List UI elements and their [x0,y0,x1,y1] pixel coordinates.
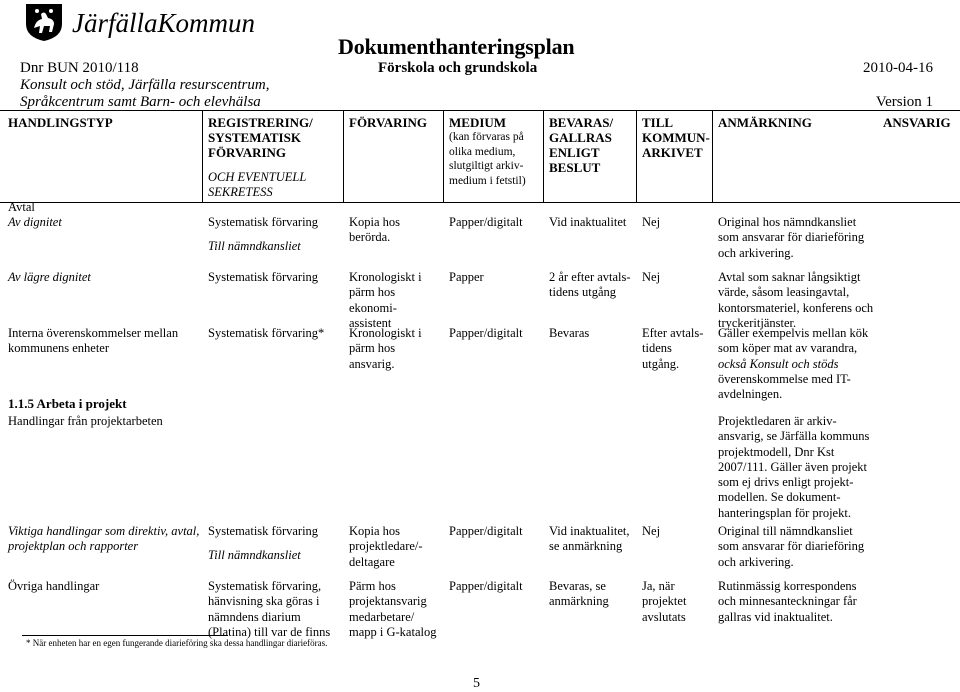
row-medium: Papper/digitalt [449,326,523,340]
row-retention: Vid inaktualitet [549,215,627,229]
row-type: Handlingar från projektarbeten [8,414,163,428]
header-anmarkning: ANMÄRKNING [718,115,812,130]
footnote: * När enheten har en egen fungerande diarieföring ska dessa handlingar diarieföras. [26,638,328,648]
row-archive: Nej [642,215,661,229]
row-medium: Papper/digitalt [449,215,523,229]
row-remark: Avtal som saknar långsiktigt värde, såsom leasingavtal, kontorsmateriel, konferens och tryckeritjänster. [718,270,874,330]
page-number: 5 [473,676,480,691]
document-version: Version 1 [875,94,933,110]
document-date: 2010-04-16 [863,60,933,76]
row-archive: Nej [642,270,661,284]
unit-line-2: Språkcentrum samt Barn- och elevhälsa [20,94,261,110]
header-registrering-sub: OCH EVENTUELL SEKRETESS [208,170,307,199]
header-bevaras: BEVARAS/ GALLRAS ENLIGT BESLUT [549,115,614,175]
footnote-separator [22,635,228,636]
column-divider [202,110,203,202]
dnr-number: Dnr BUN 2010/118 [20,60,139,76]
row-storage: Kronologiskt i pärm hos ansvarig. [349,326,422,371]
row-registration: Systematisk förvaring Till nämndkansliet [208,215,319,254]
header-ansvarig: ANSVARIG [883,115,951,130]
column-divider [443,110,444,202]
row-storage: Kopia hos projektledare/- deltagare [349,524,423,569]
column-divider [712,110,713,202]
row-remark: Original hos nämndkansliet som ansvarar för diarieföring och arkivering. [718,215,865,260]
row-type: Av lägre dignitet [8,270,91,284]
row-storage: Kopia hos berörda. [349,215,401,245]
header-till-kommunarkivet: TILL KOMMUN- ARKIVET [642,115,710,160]
row-archive: Nej [642,524,661,538]
row-registration: Systematisk förvaring [208,270,319,284]
row-type: Interna överenskommelser mellan kommunens enheter [8,326,179,356]
document-subtitle: Förskola och grundskola [378,60,538,76]
row-retention: Vid inaktualitet, se anmärkning [549,524,630,554]
header-medium: MEDIUM [449,115,507,130]
row-medium: Papper [449,270,484,284]
row-registration: Systematisk förvaring Till nämndkansliet [208,524,319,563]
row-remark: Rutinmässig korrespondens och minnesanteckningar får gallras vid inaktualitet. [718,579,857,624]
row-storage: Kronologiskt i pärm hos ekonomi- assistent [349,270,422,330]
row-retention: Bevaras, se anmärkning [549,579,609,609]
row-remark: Original till nämndkansliet som ansvarar för diarieföring och arkivering. [718,524,865,569]
unit-line-1: Konsult och stöd, Järfälla resurscentrum, [20,77,270,93]
row-registration: Systematisk förvaring, hänvisning ska göras i nämndens diarium (Platina) till var de finns [208,579,331,639]
row-archive: Ja, när projektet avslutats [642,579,687,624]
table-header-bottom-border [0,202,960,203]
row-type: Övriga handlingar [8,579,100,593]
logo-wordmark: JärfällaKommun [72,8,256,38]
row-storage: Pärm hos projektansvarig medarbetare/ mapp i G-katalog [349,579,437,639]
row-archive: Efter avtals- tidens utgång. [642,326,704,371]
header-registrering: REGISTRERING/ SYSTEMATISK FÖRVARING [208,115,313,160]
column-divider [636,110,637,202]
row-retention: Bevaras [549,326,590,340]
kommun-logo [24,2,269,42]
column-divider [543,110,544,202]
row-remark: Gäller exempelvis mellan kök som köper mat av varandra, också Konsult och stöds överenskommelse med IT- avdelningen. [718,326,869,402]
header-forvaring: FÖRVARING [349,115,428,130]
column-divider [343,110,344,202]
coat-of-arms-icon [26,4,62,41]
table-top-border [0,110,960,111]
row-medium: Papper/digitalt [449,524,523,538]
section-heading: 1.1.5 Arbeta i projekt [8,396,127,411]
row-medium: Papper/digitalt [449,579,523,593]
header-medium-sub: (kan förvaras på olika medium, slutgiltigt arkiv- medium i fetstil) [449,131,526,187]
document-title: Dokumenthanteringsplan [338,34,575,59]
header-handlingstyp: HANDLINGSTYP [8,115,113,130]
row-retention: 2 år efter avtals- tidens utgång [549,270,631,300]
row-type: Viktiga handlingar som direktiv, avtal, projektplan och rapporter [8,524,200,554]
row-type: Avtal Av dignitet [8,200,62,230]
row-registration: Systematisk förvaring* [208,326,325,340]
row-remark: Projektledaren är arkiv- ansvarig, se Järfälla kommuns projektmodell, Dnr Kst 2007/111. Gäller även projekt som ej drivs enligt projekt- modellen. Se dokument- hanteringsplan för projekt. [718,414,870,520]
